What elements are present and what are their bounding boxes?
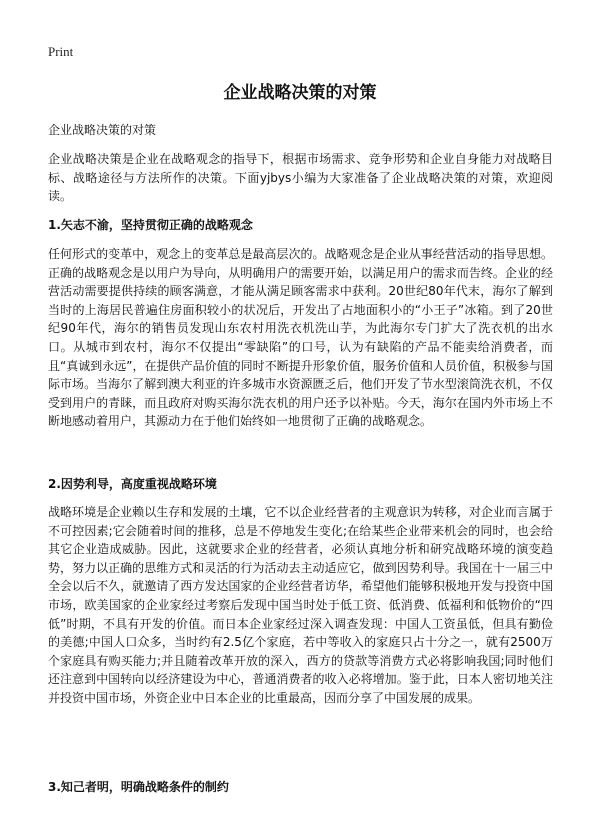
document-title: 企业战略决策的对策 bbox=[223, 83, 377, 103]
section-3-heading: 3.知己者明，明确战略条件的制约 bbox=[48, 780, 229, 794]
section-1-body: 任何形式的变革中，观念上的变革总是最高层次的。战略观念是企业从事经营活动的指导思想。正确的战略观念是以用户为导向，从明确用户的需要开始，以满足用户的需求而告终。企业的经营活动需要提供持续的顾客满意，才能从满足顾客需求中获利。20世纪80年代末，海尔了解到当时的上海居民普遍住房面积较小的状况后，开发出了占地面积小的“小王子”冰箱。到了20世纪90年代，海尔的销售员发现山东农村用洗衣机洗山芋，为此海尔专门扩大了洗衣机的出水口。从城市到农村，海尔不仅提出“零缺陷”的口号，认为有缺陷的产品不能卖给消费者，而且“真诚到永远”，在提供产品价值的同时不断提升形象价值，服务价值和人员价值，积极参与国际市场。当海尔了解到澳大利亚的许多城市水资源匮乏后，他们开发了节水型滚筒洗衣机，不仅受到用户的青睐，而且政府对购买海尔洗衣机的用户还予以补贴。今天，海尔在国内外市场上不断地感动着用户，其源动力在于他们始终如一地贯彻了正确的战略观念。 bbox=[48, 247, 553, 429]
document-subtitle: 企业战略决策的对策 bbox=[48, 123, 157, 137]
print-link[interactable]: Print bbox=[48, 44, 74, 59]
section-2-body: 战略环境是企业赖以生存和发展的土壤，它不以企业经营者的主观意识为转移，对企业而言属于不可控因素;它会随着时间的推移，总是不停地发生变化;在给某些企业带来机会的同时，也会给其它企业造成威胁。因此，这就要求企业的经营者，必须认真地分析和研究战略环境的演变趋势，努力以正确的思维方式和灵活的行为活动去主动适应它，做到因势利导。我国在十一届三中全会以后不久，就邀请了西方发达国家的企业经营者访华，希望他们能够积极地开发与投资中国市场，欧美国家的企业家经过考察后发现中国当时处于低工资、低消费、低福利和低物价的“四低”时期，不具有开发的价值。而日本企业家经过深入调查发现：中国人工资虽低，但具有勤俭的美德;中国人口众多，当时约有2.5亿个家庭，若中等收入的家庭只占十分之一，就有2500万个家庭具有购买能力;并且随着改革开放的深入，西方的贷款等消费方式必将影响我国;同时他们还注意到中国转向以经济建设为中心，普通消费者的收入必将增加。鉴于此，日本人密切地关注并投资中国市场，外资企业中日本企业的比重最高，因而分享了中国发展的成果。 bbox=[48, 505, 553, 705]
section-1-heading: 1.矢志不渝，坚持贯彻正确的战略观念 bbox=[48, 218, 253, 232]
section-2-heading: 2.因势利导，高度重视战略环境 bbox=[48, 477, 217, 491]
intro-paragraph: 企业战略决策是企业在战略观念的指导下，根据市场需求、竞争形势和企业自身能力对战略目标、战略途径与方法所作的决策。下面yjbys小编为大家准备了企业战略决策的对策，欢迎阅读。 bbox=[48, 152, 553, 204]
